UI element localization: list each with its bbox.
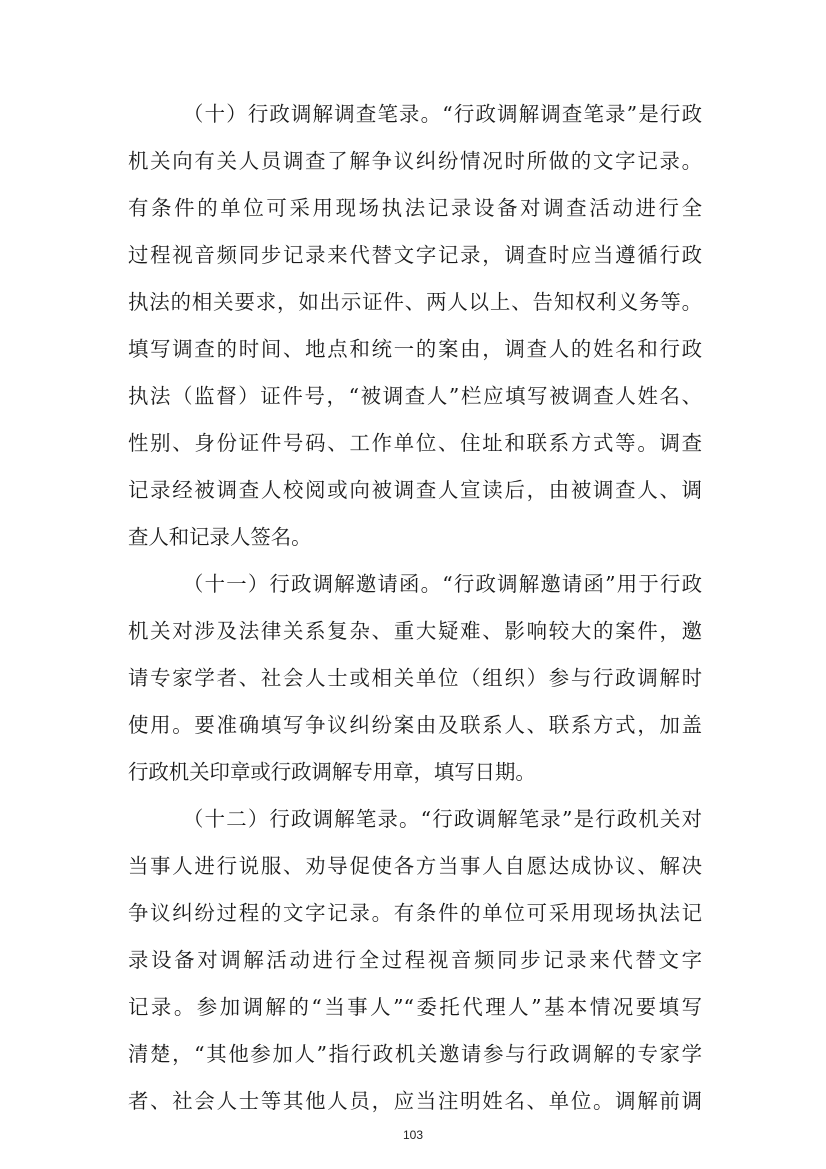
section-12-line-1: 当事人进行说服、劝导促使各方当事人自愿达成协议、解决 (128, 854, 702, 878)
section-12-line-2: 争议纠纷过程的文字记录。有条件的单位可采用现场执法记 (128, 901, 702, 925)
page-number: 103 (402, 1128, 424, 1142)
section-12-line-3: 录设备对调解活动进行全过程视音频同步记录来代替文字 (128, 948, 702, 972)
section-10-first-line (183, 90, 702, 138)
section-12-line-6: 者、社会人士等其他人员，应当注明姓名、单位。调解前调 (128, 1089, 702, 1113)
section-11-line-4: 行政机关印章或行政调解专用章，填写日期。 (128, 760, 536, 784)
section-10-line-7: 性别、身份证件号码、工作单位、住址和联系方式等。调查 (128, 431, 702, 455)
section-12-line-4: 记录。参加调解的“当事人”“委托代理人”基本情况要填写 (128, 995, 702, 1019)
section-10-line-1: 机关向有关人员调查了解争议纠纷情况时所做的文字记录。 (128, 149, 702, 173)
section-11-heading: （十一）行政调解邀请函。 (183, 572, 443, 596)
section-10-line-4: 执法的相关要求，如出示证件、两人以上、告知权利义务等。 (128, 290, 702, 314)
section-12-line-5: 清楚，“其他参加人”指行政机关邀请参与行政调解的专家学 (128, 1042, 702, 1066)
section-11-line-1: 机关对涉及法律关系复杂、重大疑难、影响较大的案件，邀 (128, 619, 702, 643)
section-10-line-5: 填写调查的时间、地点和统一的案由，调查人的姓名和行政 (128, 337, 702, 361)
section-11-first-line (183, 560, 702, 608)
section-10-heading: （十）行政调解调查笔录。 (183, 102, 443, 126)
section-11-line-3: 使用。要准确填写争议纠纷案由及联系人、联系方式，加盖 (128, 713, 702, 737)
section-12-line-0: “行政调解笔录”是行政机关对 (420, 807, 702, 831)
section-10-line-6: 执法（监督）证件号，“被调查人”栏应填写被调查人姓名、 (128, 384, 702, 408)
section-10-line-8: 记录经被调查人校阅或向被调查人宣读后，由被调查人、调 (128, 478, 702, 502)
section-12-first-line (183, 795, 702, 843)
section-10-line-2: 有条件的单位可采用现场执法记录设备对调查活动进行全 (128, 196, 702, 220)
section-11-line-2: 请专家学者、社会人士或相关单位（组织）参与行政调解时 (128, 666, 702, 690)
section-10-line-0: “行政调解调查笔录”是行政 (442, 102, 702, 126)
section-10-line-9: 查人和记录人签名。 (128, 525, 312, 549)
section-12-heading: （十二）行政调解笔录。 (183, 807, 421, 831)
section-11-line-0: “行政调解邀请函”用于行政 (442, 572, 702, 596)
section-10-line-3: 过程视音频同步记录来代替文字记录，调查时应当遵循行政 (128, 243, 702, 267)
